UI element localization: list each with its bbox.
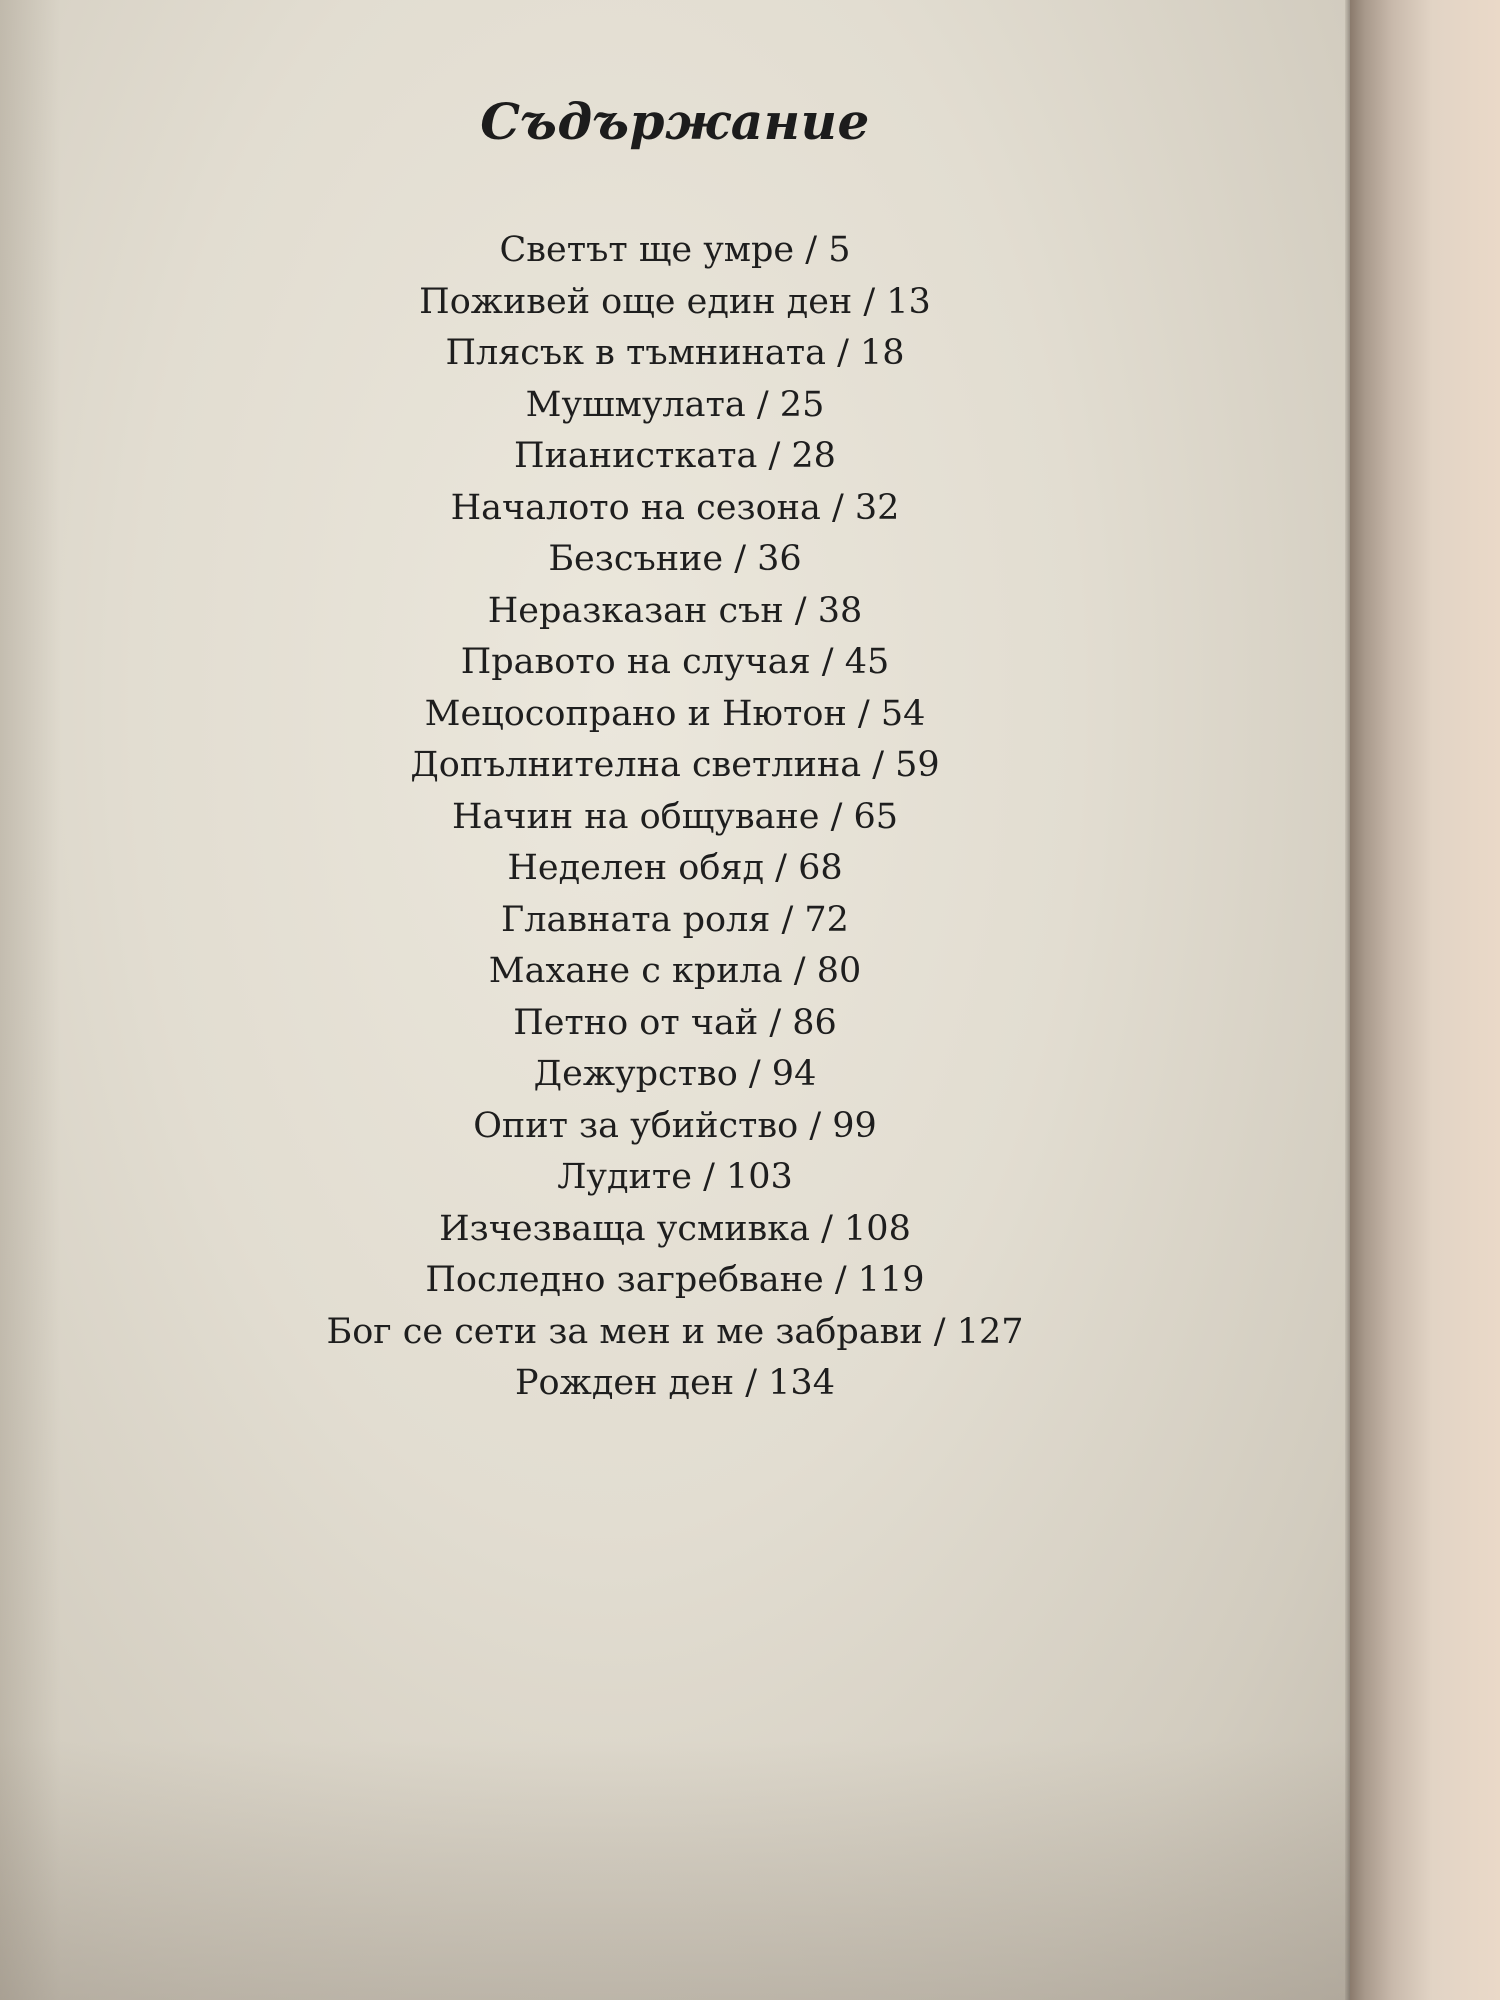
- toc-entry: Рожден ден / 134: [515, 1363, 835, 1403]
- toc-entry: Дежурство / 94: [533, 1054, 817, 1094]
- toc-entry: Опит за убийство / 99: [473, 1105, 877, 1146]
- toc-entry: Поживей още един ден / 13: [419, 281, 931, 322]
- toc-entry: Мушмулата / 25: [525, 384, 825, 425]
- toc-entry: Неделен обяд / 68: [507, 848, 843, 888]
- toc-entry: Светът ще умре / 5: [499, 230, 851, 270]
- toc-entry: Началото на сезона / 32: [450, 487, 900, 528]
- page-title: Съдържание: [480, 92, 870, 151]
- toc-entry: Начин на общуване / 65: [451, 796, 899, 837]
- toc-entry: Мецосопрано и Нютон / 54: [424, 693, 926, 734]
- table-of-contents: [0, 225, 1350, 1410]
- toc-entry: Допълнителна светлина / 59: [410, 745, 940, 785]
- toc-entry: Изчезваща усмивка / 108: [439, 1208, 911, 1249]
- toc-entry: Безсъние / 36: [548, 539, 802, 579]
- toc-entry: Неразказан сън / 38: [487, 590, 863, 631]
- toc-entry: Правото на случая / 45: [460, 642, 890, 682]
- page-shadow-bottom: [0, 1740, 1350, 2000]
- toc-entry: Петно от чай / 86: [513, 1002, 837, 1043]
- page-edge: [1350, 0, 1500, 2000]
- toc-entry: Последно загребване / 119: [425, 1260, 925, 1300]
- toc-entry: Махане с крила / 80: [488, 951, 862, 991]
- toc-entry: Главната роля / 72: [501, 899, 849, 940]
- toc-entry: Плясък в тъмнината / 18: [445, 333, 905, 373]
- toc-entry: Пианистката / 28: [514, 436, 836, 476]
- toc-entry: Бог се сети за мен и ме забрави / 127: [326, 1311, 1024, 1352]
- toc-entry: Лудите / 103: [557, 1157, 793, 1197]
